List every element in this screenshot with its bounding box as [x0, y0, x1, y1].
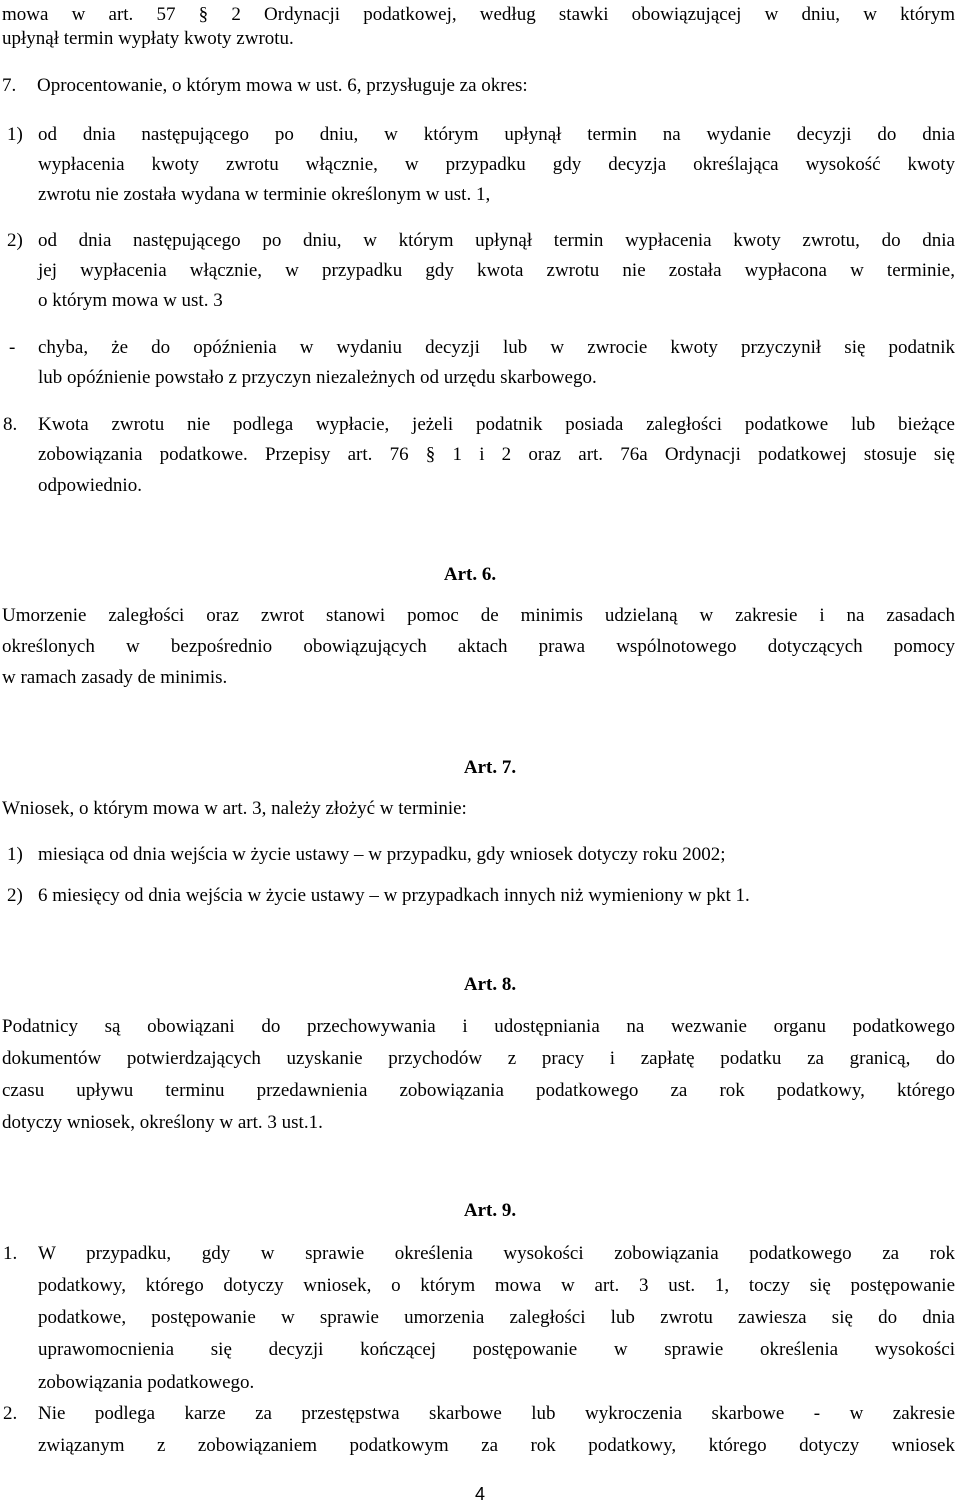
- p7-label: 7.: [2, 75, 17, 96]
- p8-line-1: Kwota zwrotu nie podlega wypłacie, jeżeli podatnik posiada zaległości podatkowe lub bieżące: [38, 414, 955, 435]
- art9-p1-line-2: podatkowy, którego dotyczy wniosek, o którym mowa w art. 3 ust. 1, toczy się postępowanie: [38, 1275, 955, 1296]
- art8-heading: Art. 8.: [463, 974, 517, 995]
- p7-dash-label: -: [9, 337, 16, 358]
- art9-p1-line-4: uprawomocnienia się decyzji kończącej postępowanie w sprawie określenia wysokości: [38, 1339, 955, 1360]
- art9-p2-line-2: związanym z zobowiązaniem podatkowym za rok podatkowy, którego dotyczy wniosek: [38, 1435, 955, 1456]
- p7-item1-line-3: zwrotu nie została wydana w terminie określonym w ust. 1,: [38, 184, 491, 205]
- p7-item1-label: 1): [7, 124, 23, 145]
- art9-p2-label: 2.: [3, 1403, 18, 1424]
- art6-line-3: w ramach zasady de minimis.: [2, 667, 228, 688]
- continuation-line-1: mowa w art. 57 § 2 Ordynacji podatkowej, według stawki obowiązującej w dniu, w którym: [2, 4, 955, 25]
- art6-line-2: określonych w bezpośrednio obowiązujących aktach prawa wspólnotowego dotyczących pomocy: [2, 636, 955, 657]
- p7-item1-line-1: od dnia następującego po dniu, w którym upłynął termin na wydanie decyzji do dnia: [38, 124, 955, 145]
- art9-p2-line-1: Nie podlega karze za przestępstwa skarbowe lub wykroczenia skarbowe - w zakresie: [38, 1403, 955, 1424]
- art7-heading: Art. 7.: [463, 757, 517, 778]
- continuation-line-2: upłynął termin wypłaty kwoty zwrotu.: [2, 28, 294, 49]
- art9-p1-line-1: W przypadku, gdy w sprawie określenia wysokości zobowiązania podatkowego za rok: [38, 1243, 955, 1264]
- art7-intro: Wniosek, o którym mowa w art. 3, należy złożyć w terminie:: [2, 798, 467, 819]
- p8-line-2: zobowiązania podatkowe. Przepisy art. 76 § 1 i 2 oraz art. 76a Ordynacji podatkowej stosuje się: [38, 444, 955, 465]
- art8-line-3: czasu upływu terminu przedawnienia zobowiązania podatkowego za rok podatkowy, którego: [2, 1080, 955, 1101]
- art9-p1-line-5: zobowiązania podatkowego.: [38, 1372, 255, 1393]
- p7-item2-line-1: od dnia następującego po dniu, w którym upłynął termin wypłacenia kwoty zwrotu, do dnia: [38, 230, 955, 251]
- art9-heading: Art. 9.: [463, 1200, 517, 1221]
- art9-p1-line-3: podatkowe, postępowanie w sprawie umorzenia zaległości lub zwrotu zawiesza się do dnia: [38, 1307, 955, 1328]
- art7-item1-label: 1): [7, 844, 23, 865]
- art8-line-1: Podatnicy są obowiązani do przechowywania i udostępniania na wezwanie organu podatkowego: [2, 1016, 955, 1037]
- p7-item2-line-3: o którym mowa w ust. 3: [38, 290, 223, 311]
- art7-item1-line: miesiąca od dnia wejścia w życie ustawy – w przypadku, gdy wniosek dotyczy roku 2002;: [38, 844, 726, 865]
- art9-p1-label: 1.: [3, 1243, 18, 1264]
- p7-dash-line-2: lub opóźnienie powstało z przyczyn niezależnych od urzędu skarbowego.: [38, 367, 597, 388]
- p7-line: Oprocentowanie, o którym mowa w ust. 6, przysługuje za okres:: [37, 75, 528, 96]
- art7-item2-label: 2): [7, 885, 23, 906]
- p8-line-3: odpowiednio.: [38, 475, 142, 496]
- art7-item2-line: 6 miesięcy od dnia wejścia w życie ustawy – w przypadkach innych niż wymieniony w pkt 1.: [38, 885, 750, 906]
- art6-heading: Art. 6.: [443, 564, 497, 585]
- art6-line-1: Umorzenie zaległości oraz zwrot stanowi pomoc de minimis udzielaną w zakresie i na zasadach: [2, 605, 955, 626]
- page-number: 4: [474, 1484, 485, 1504]
- p7-item2-line-2: jej wypłacenia włącznie, w przypadku gdy kwota zwrotu nie została wypłacona w terminie,: [38, 260, 955, 281]
- art8-line-2: dokumentów potwierdzających uzyskanie przychodów z pracy i zapłatę podatku za granicą, do: [2, 1048, 955, 1069]
- p7-dash-line-1: chyba, że do opóźnienia w wydaniu decyzji lub w zwrocie kwoty przyczynił się podatnik: [38, 337, 955, 358]
- art8-line-4: dotyczy wniosek, określony w art. 3 ust.1.: [2, 1112, 323, 1133]
- p8-label: 8.: [3, 414, 18, 435]
- p7-item1-line-2: wypłacenia kwoty zwrotu włącznie, w przypadku gdy decyzja określająca wysokość kwoty: [38, 154, 955, 175]
- p7-item2-label: 2): [7, 230, 23, 251]
